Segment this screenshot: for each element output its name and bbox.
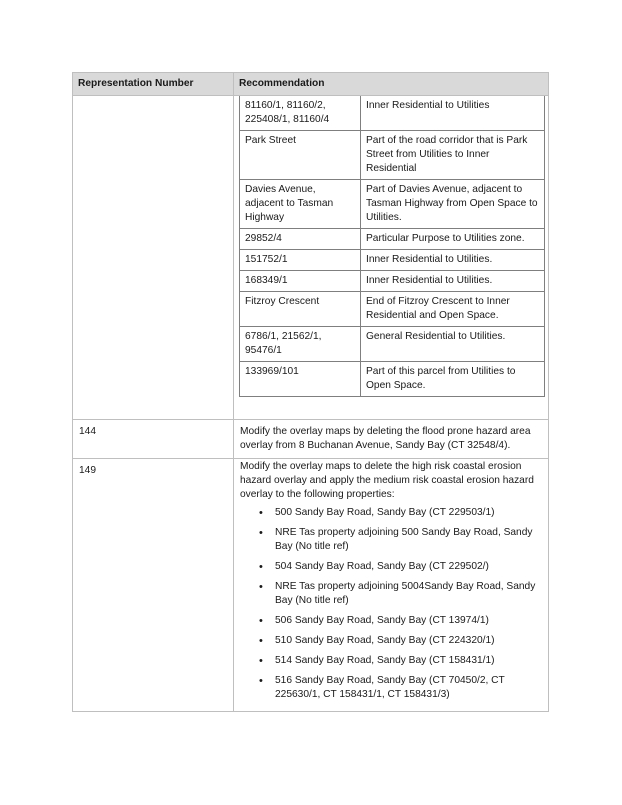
recommendations-table [72,72,549,712]
parcel-cell: Davies Avenue, adjacent to Tasman Highway [240,180,361,229]
list-item: • NRE Tas property adjoining 500 Sandy Bay Road, Sandy Bay (No title ref) [275,526,542,554]
list-item: • 506 Sandy Bay Road, Sandy Bay (CT 13974/1) [275,614,542,628]
zoning-change-cell: General Residential to Utilities. [361,327,545,362]
inner-table-row [240,362,545,397]
recommendation-intro: Modify the overlay maps to delete the high risk coastal erosion hazard overlay and apply the medium risk coastal erosion hazard overlay to the following properties: [240,461,534,500]
zoning-change-cell: Inner Residential to Utilities. [361,250,545,271]
list-item: • 510 Sandy Bay Road, Sandy Bay (CT 224320/1) [275,634,542,648]
list-item: • 500 Sandy Bay Road, Sandy Bay (CT 229503/1) [275,506,542,520]
inner-table-row [240,96,545,131]
parcel-cell: Park Street [240,131,361,180]
representation-number: 144 [73,420,234,459]
zoning-change-cell: Particular Purpose to Utilities zone. [361,229,545,250]
parcel-cell: 29852/4 [240,229,361,250]
representation-number: 149 [73,459,234,712]
parcel-cell: Fitzroy Crescent [240,292,361,327]
recommendation-cell [234,96,549,420]
table-header-row [73,73,549,96]
inner-table-row [240,131,545,180]
zoning-changes-table [239,95,545,397]
zoning-change-cell: Part of the road corridor that is Park Street from Utilities to Inner Residential [361,131,545,180]
zoning-change-cell: Inner Residential to Utilities. [361,271,545,292]
zoning-change-cell: End of Fitzroy Crescent to Inner Residential and Open Space. [361,292,545,327]
recommendation-cell [234,459,549,712]
parcel-cell: 133969/101 [240,362,361,397]
zoning-change-cell: Part of this parcel from Utilities to Open Space. [361,362,545,397]
table-row [73,459,549,712]
parcel-cell: 6786/1, 21562/1, 95476/1 [240,327,361,362]
inner-table-row [240,180,545,229]
parcel-cell: 168349/1 [240,271,361,292]
parcel-cell: 81160/1, 81160/2, 225408/1, 81160/4 [240,96,361,131]
list-item: • 514 Sandy Bay Road, Sandy Bay (CT 158431/1) [275,654,542,668]
header-representation-number: Representation Number [73,73,234,96]
zoning-change-cell: Part of Davies Avenue, adjacent to Tasman Highway from Open Space to Utilities. [361,180,545,229]
inner-table-row [240,229,545,250]
list-item: • 516 Sandy Bay Road, Sandy Bay (CT 70450/2, CT 225630/1, CT 158431/1, CT 158431/3) [275,674,542,702]
inner-table-row [240,327,545,362]
zoning-change-cell: Inner Residential to Utilities [361,96,545,131]
list-item: • 504 Sandy Bay Road, Sandy Bay (CT 229502/) [275,560,542,574]
table-row [73,96,549,420]
inner-table-row [240,292,545,327]
list-item: • NRE Tas property adjoining 5004Sandy Bay Road, Sandy Bay (No title ref) [275,580,542,608]
recommendation-text: Modify the overlay maps by deleting the flood prone hazard area overlay from 8 Buchanan Avenue, Sandy Bay (CT 32548/4). [234,420,549,459]
inner-table-row [240,271,545,292]
representation-number-empty [73,96,234,420]
table-row [73,420,549,459]
inner-table-row [240,250,545,271]
header-recommendation: Recommendation [234,73,549,96]
parcel-cell: 151752/1 [240,250,361,271]
property-list [240,506,542,702]
